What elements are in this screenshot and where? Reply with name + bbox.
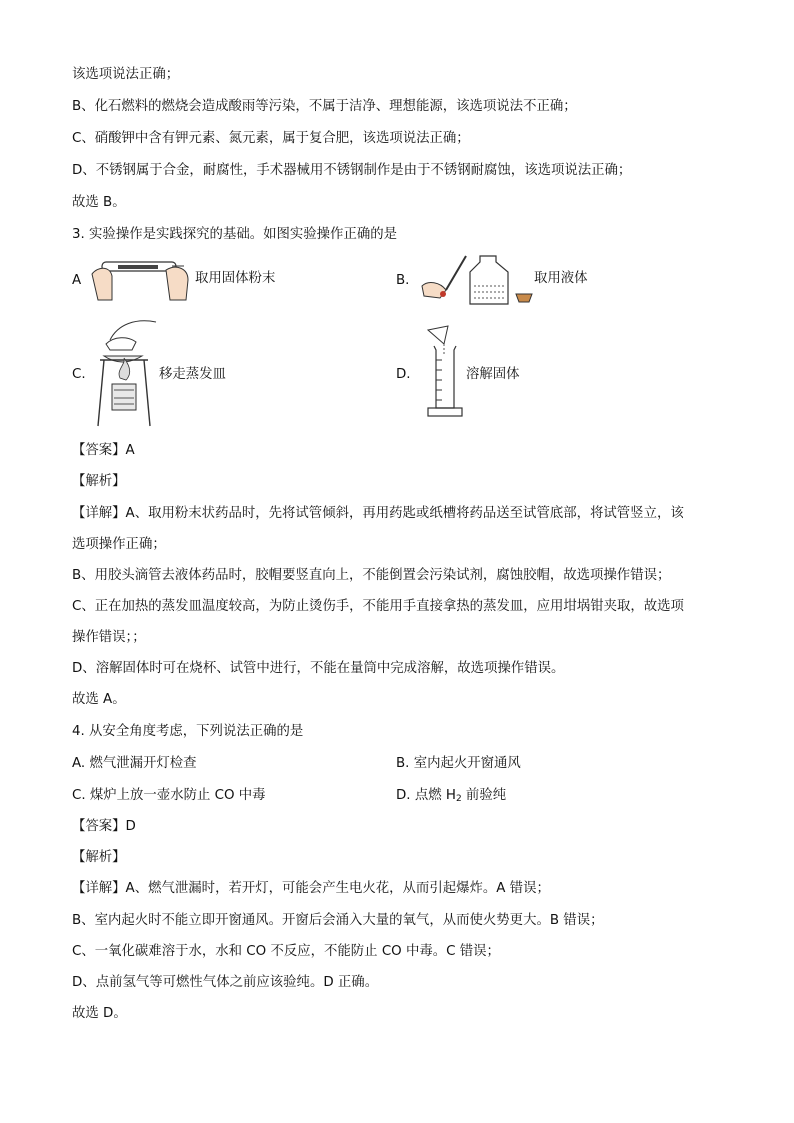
dropper-bottle-figure — [416, 250, 536, 308]
text-line: 故选 B。 — [72, 195, 126, 210]
detail-line: 选项操作正确； — [72, 537, 166, 552]
option-a: A. 燃气泄漏开灯检查 — [72, 756, 197, 771]
detail-line: D、点前氢气等可燃性气体之前应该验纯。D 正确。 — [72, 975, 379, 990]
detail-line: 操作错误；； — [72, 630, 146, 645]
option-b: B. 室内起火开窗通风 — [396, 756, 521, 771]
question-stem: 3. 实验操作是实践探究的基础。如图实验操作正确的是 — [72, 227, 398, 242]
option-d-sub: 2 — [455, 794, 462, 804]
answer-label: 【答案】A — [72, 443, 135, 458]
detail-line: 故选 D。 — [72, 1006, 127, 1021]
option-d-post: 前验纯 — [461, 788, 507, 803]
detail-line: C、一氧化碳难溶于水，水和 CO 不反应，不能防止 CO 中毒。C 错误； — [72, 944, 500, 959]
text-line: D、不锈钢属于合金，耐腐性，手术器械用不锈钢制作是由于不锈钢耐腐蚀，该选项说法正确； — [72, 163, 632, 178]
option-text: 取用液体 — [534, 271, 588, 286]
evaporating-dish-figure — [96, 314, 160, 430]
option-text: 取用固体粉末 — [195, 271, 276, 286]
text-line: B、化石燃料的燃烧会造成酸雨等污染，不属于洁净、理想能源，该选项说法不正确； — [72, 99, 577, 114]
option-c: C. 煤炉上放一壶水防止 CO 中毒 — [72, 788, 266, 803]
detail-line: 故选 A。 — [72, 692, 126, 707]
answer-label: 【答案】D — [72, 819, 136, 834]
text-line: 该选项说法正确； — [72, 67, 180, 82]
option-d — [396, 787, 506, 808]
test-tube-powder-figure — [88, 252, 192, 304]
option-letter: C. — [72, 367, 86, 382]
detail-line: D、溶解固体时可在烧杯、试管中进行，不能在量筒中完成溶解，故选项操作错误。 — [72, 661, 565, 676]
option-text: 移走蒸发皿 — [159, 367, 226, 382]
detail-line: C、正在加热的蒸发皿温度较高，为防止烫伤手，不能用手直接拿热的蒸发皿，应用坩埚钳夹取，故选项 — [72, 599, 684, 614]
option-letter: A — [72, 273, 82, 288]
option-letter: D. — [396, 367, 411, 382]
detail-line: B、用胶头滴管去液体药品时，胶帽要竖直向上，不能倒置会污染试剂，腐蚀胶帽，故选项操作错误； — [72, 568, 671, 583]
graduated-cylinder-figure — [422, 324, 466, 420]
option-d-pre: D. 点燃 H — [396, 788, 456, 803]
analysis-label: 【解析】 — [72, 474, 126, 489]
analysis-label: 【解析】 — [72, 850, 126, 865]
option-text: 溶解固体 — [466, 367, 520, 382]
detail-line: 【详解】A、燃气泄漏时，若开灯，可能会产生电火花，从而引起爆炸。A 错误； — [72, 881, 550, 896]
text-line: C、硝酸钾中含有钾元素、氮元素，属于复合肥，该选项说法正确； — [72, 131, 470, 146]
option-letter: B. — [396, 273, 410, 288]
question-stem: 4. 从安全角度考虑，下列说法正确的是 — [72, 724, 304, 739]
detail-line: B、室内起火时不能立即开窗通风。开窗后会涌入大量的氧气，从而使火势更大。B 错误； — [72, 913, 604, 928]
detail-line: 【详解】A、取用粉末状药品时，先将试管倾斜，再用药匙或纸槽将药品送至试管底部，将试管竖立，该 — [72, 506, 684, 521]
